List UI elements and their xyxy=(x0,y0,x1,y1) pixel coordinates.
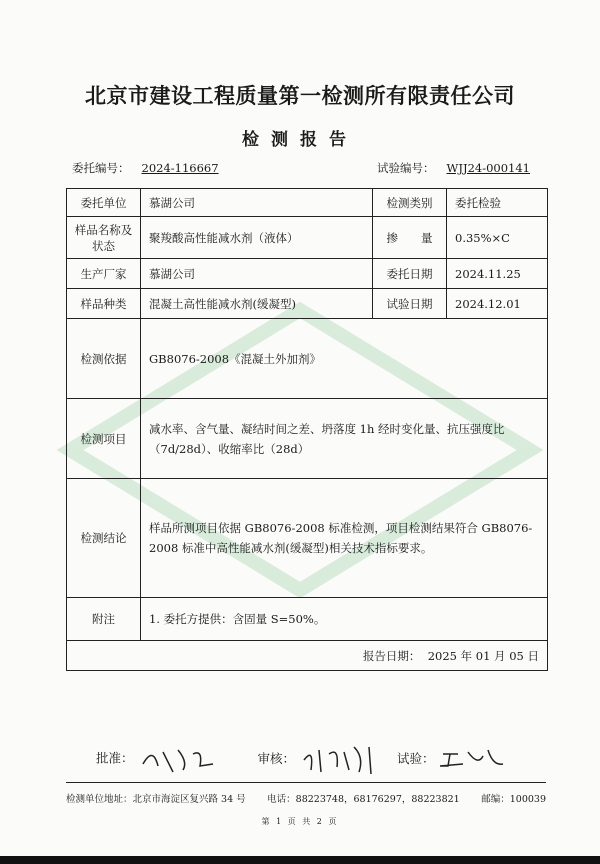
report-table xyxy=(66,188,548,671)
reviewer-signature xyxy=(299,742,379,776)
footer-contact xyxy=(66,791,546,805)
phone: 电话：88223748，68176297，88223821 xyxy=(267,794,460,805)
test-date-value: 2024.12.01 xyxy=(447,289,548,319)
address: 检测单位地址：北京市海淀区复兴路 34 号 xyxy=(66,794,246,805)
conclusion-value: 样品所测项目依据 GB8076-2008 标准检测，项目检测结果符合 GB8076-2008 标准中高性能减水剂(缓凝型)相关技术指标要求。 xyxy=(141,479,548,598)
report-title: 检测报告 xyxy=(242,130,358,150)
sample-label: 样品名称及状态 xyxy=(67,217,141,259)
commission-date-value: 2024.11.25 xyxy=(447,259,548,289)
approve-label: 批准： xyxy=(96,750,134,766)
report-date: 报告日期： 2025 年 01 月 05 日 xyxy=(67,641,548,671)
scan-edge xyxy=(0,856,600,864)
page-number: 第 1 页 共 2 页 xyxy=(261,817,339,826)
approver-signature xyxy=(138,744,218,774)
test-date-label: 试验日期 xyxy=(373,289,447,319)
client-value: 慕湖公司 xyxy=(141,189,373,217)
dosage-value: 0.35%×C xyxy=(447,217,548,259)
dosage-label: 掺 量 xyxy=(373,217,447,259)
sample-value: 聚羧酸高性能减水剂（液体） xyxy=(141,217,373,259)
review-label: 审核： xyxy=(257,750,295,766)
basis-label: 检测依据 xyxy=(67,319,141,399)
note-value: 1. 委托方提供：含固量 S=50%。 xyxy=(141,598,548,641)
company-name: 北京市建设工程质量第一检测所有限责任公司 xyxy=(85,84,515,108)
maker-value: 慕湖公司 xyxy=(141,259,373,289)
postcode: 邮编：100039 xyxy=(481,794,546,805)
signature-row xyxy=(96,742,556,776)
items-label: 检测项目 xyxy=(67,399,141,479)
footer-divider xyxy=(66,782,546,783)
items-value: 减水率、含气量、凝结时间之差、坍落度 1h 经时变化量、抗压强度比（7d/28d）、收缩率比（28d） xyxy=(141,399,548,479)
note-label: 附注 xyxy=(67,598,141,641)
test-number: 试验编号： WJJ24-000141 xyxy=(377,161,530,175)
maker-label: 生产厂家 xyxy=(67,259,141,289)
category-label: 检测类别 xyxy=(373,189,447,217)
tester-label: 试验： xyxy=(396,750,435,766)
category-value: 委托检验 xyxy=(447,189,548,217)
commission-number: 委托编号： 2024-116667 xyxy=(72,161,219,175)
type-label: 样品种类 xyxy=(67,289,141,319)
conclusion-label: 检测结论 xyxy=(67,479,141,598)
client-label: 委托单位 xyxy=(67,189,141,217)
tester-signature xyxy=(438,746,508,772)
type-value: 混凝土高性能减水剂(缓凝型) xyxy=(141,289,373,319)
commission-date-label: 委托日期 xyxy=(373,259,447,289)
basis-value: GB8076-2008《混凝土外加剂》 xyxy=(141,319,548,399)
